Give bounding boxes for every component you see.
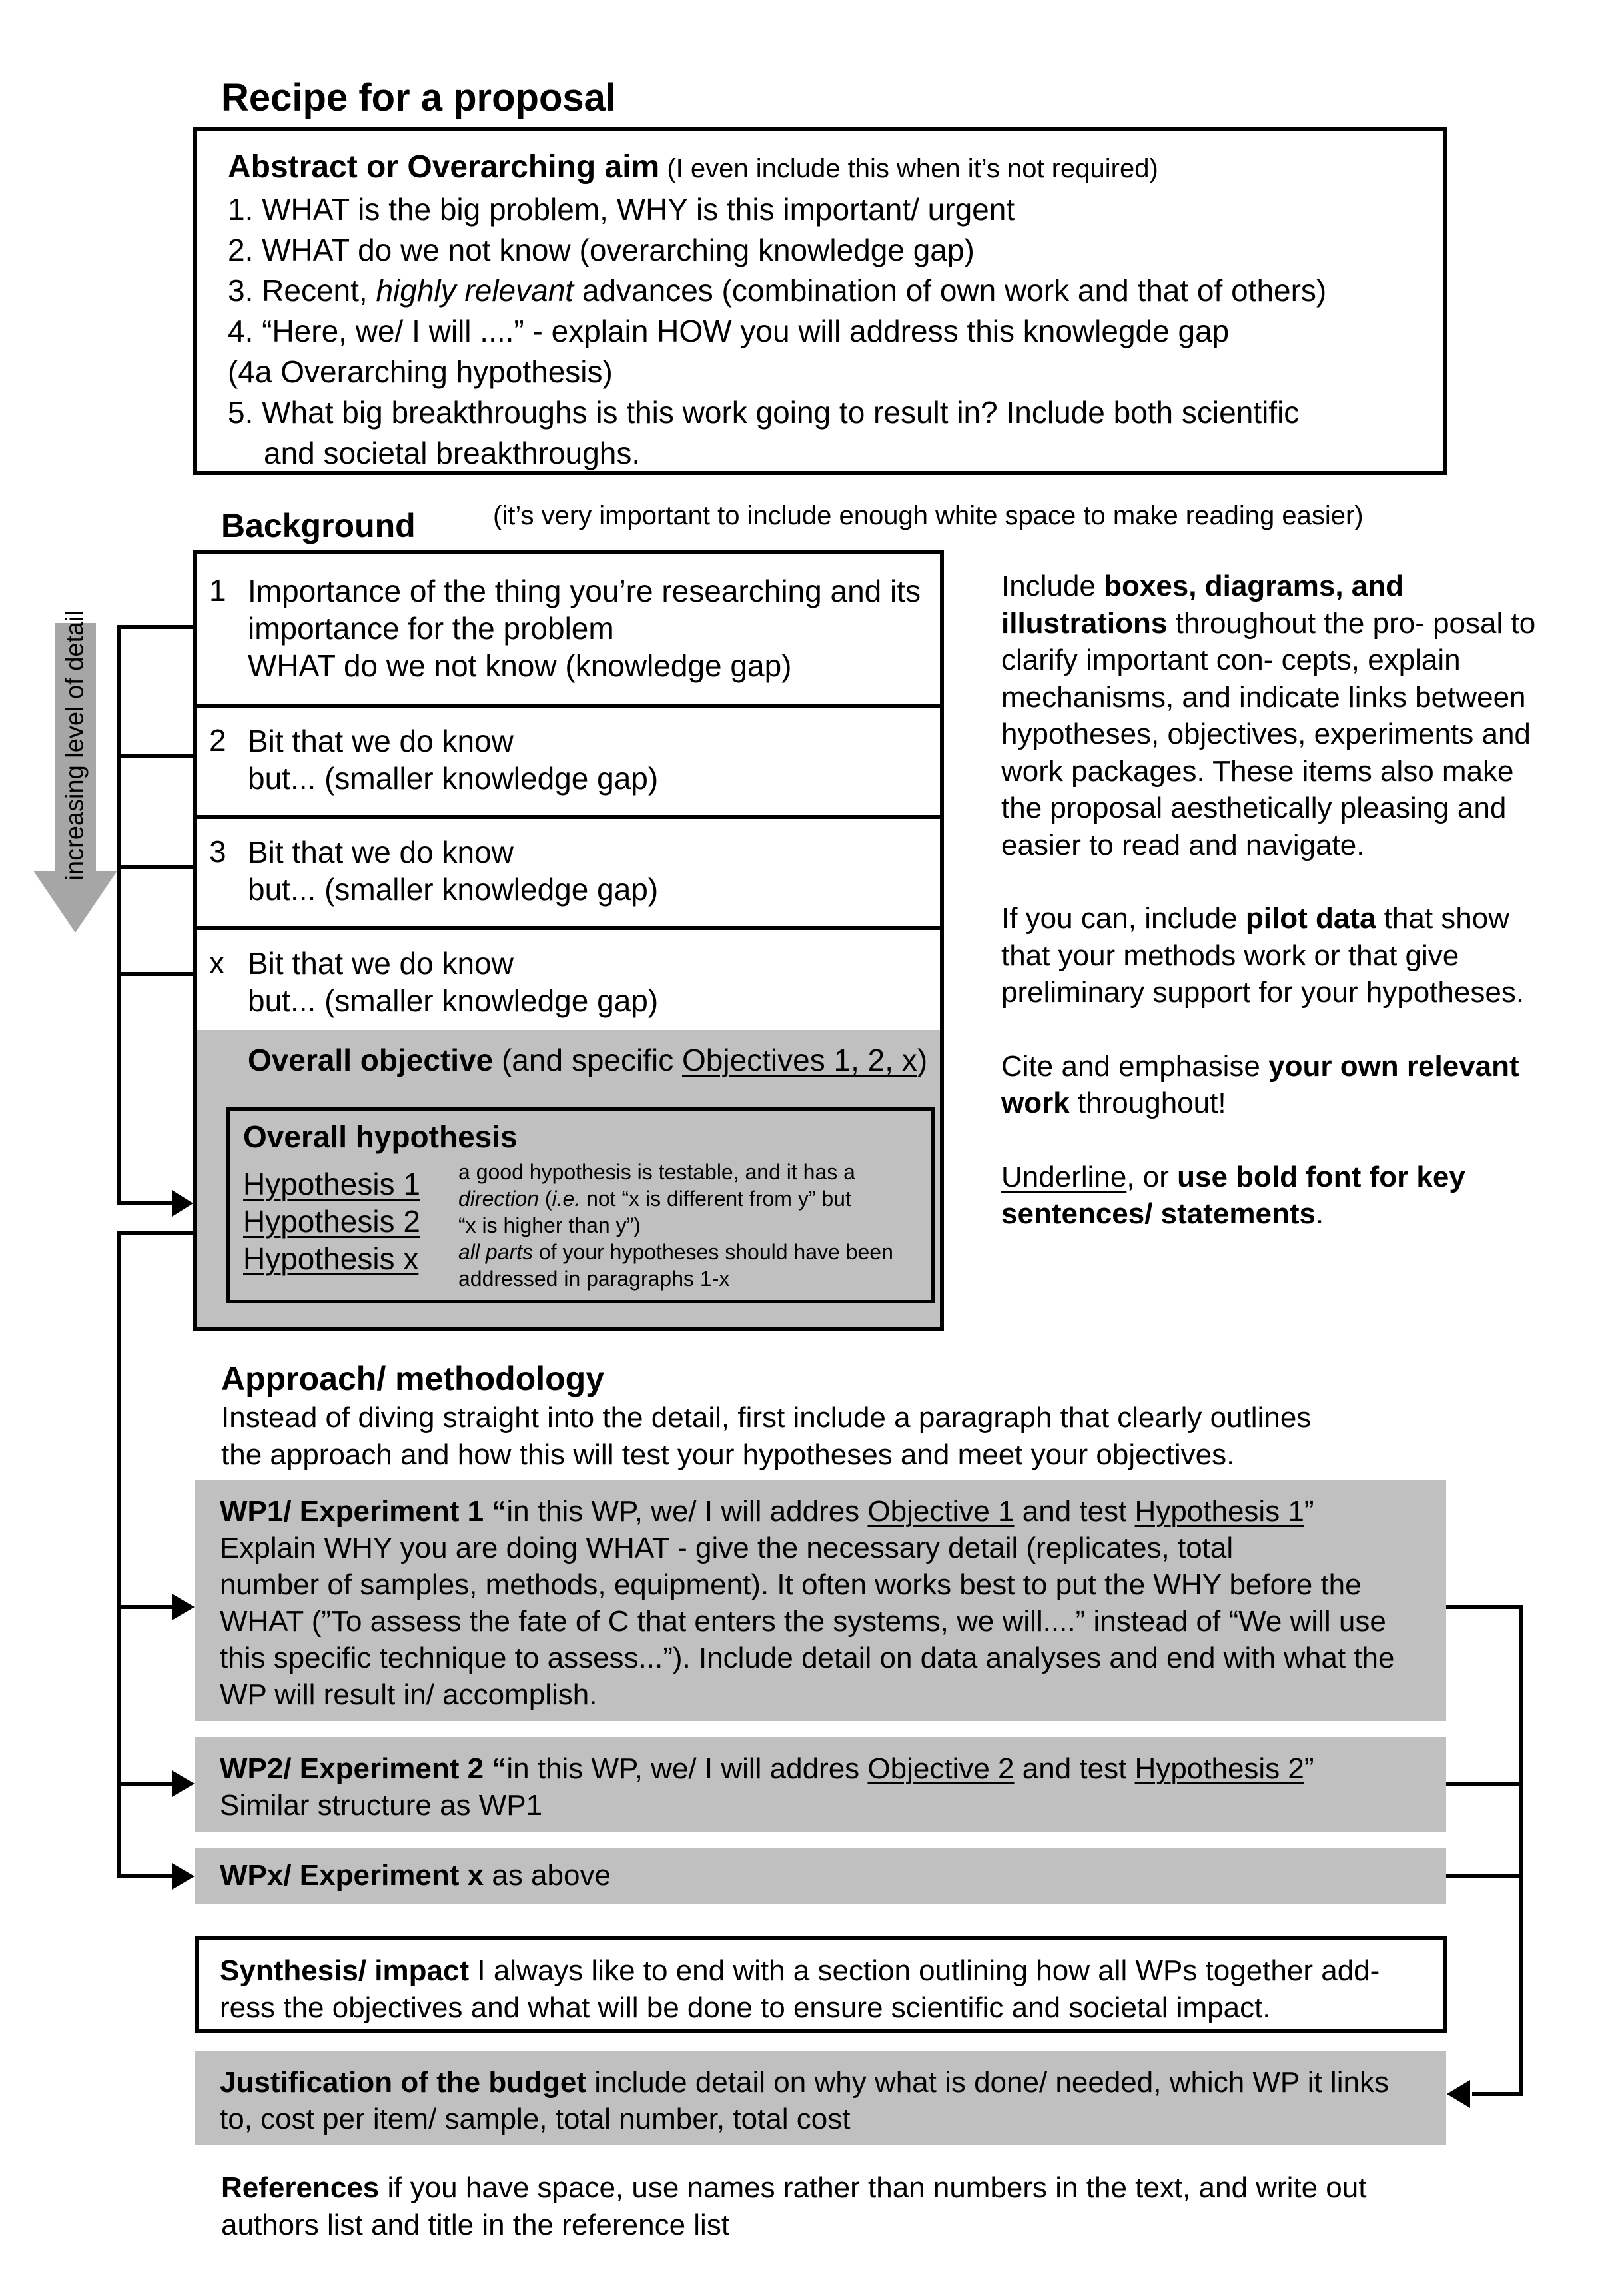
note-text: of your hypotheses should have been <box>533 1240 893 1264</box>
page-title: Recipe for a proposal <box>221 76 617 119</box>
note-text: Cite and emphasise <box>1001 1049 1269 1083</box>
references-bold: References <box>221 2171 380 2204</box>
budget-line: to, cost per item/ sample, total number, total cost <box>220 2103 851 2135</box>
abstract-note: (I even include this when it’s not required) <box>659 154 1158 183</box>
hypothesis-item: Hypothesis x <box>243 1241 419 1276</box>
wp-text: and test <box>1014 1495 1135 1528</box>
note-line: “x is higher than y”) <box>458 1213 641 1237</box>
note-line: a good hypothesis is testable, and it has a <box>458 1160 855 1184</box>
note-text: ( <box>538 1187 552 1211</box>
detail-arrow-label: increasing level of detail <box>61 610 89 881</box>
abstract-item-5-cont: and societal breakthroughs. <box>264 436 641 470</box>
wp-body-line: Explain WHY you are doing WHAT - give the necessary detail (replicates, total <box>220 1532 1234 1564</box>
row-line: Bit that we do know <box>248 724 514 758</box>
row-line: Bit that we do know <box>248 835 514 869</box>
hypothesis-title: Overall hypothesis <box>243 1119 518 1154</box>
objectives-link: Objectives 1, 2, x <box>681 1043 917 1077</box>
abstract-item-3-post: advances (combination of own work and that of others) <box>574 273 1327 308</box>
objective-post: ) <box>917 1043 928 1077</box>
row-line: importance for the problem <box>248 611 614 646</box>
arrow-right-icon <box>172 1770 195 1797</box>
wp-text: ” <box>1304 1495 1314 1528</box>
wp-text: ” <box>1304 1752 1314 1785</box>
wp-text: in this WP, we/ I will addres <box>506 1752 868 1785</box>
note-underline: Underline <box>1001 1160 1127 1193</box>
note-line: addressed in paragraphs 1-x <box>458 1267 730 1291</box>
note-italic: i.e. <box>552 1187 581 1211</box>
references-text: if you have space, use names rather than numbers in the text, and write out <box>379 2171 1367 2204</box>
abstract-heading: Abstract or Overarching aim <box>228 149 660 185</box>
abstract-item-3-pre: 3. Recent, <box>228 273 376 308</box>
row-number: 2 <box>209 723 226 758</box>
objective-pre: (and specific <box>493 1043 682 1077</box>
note-bold: boxes, diagrams, and illustrations <box>1001 570 1404 640</box>
wp-body-line: number of samples, methods, equipment). It often works best to put the WHY before the <box>220 1568 1362 1601</box>
abstract-item-4a: (4a Overarching hypothesis) <box>228 354 613 389</box>
row-number: x <box>209 945 224 980</box>
arrow-right-icon <box>172 1863 195 1890</box>
wp-bold: WP1/ Experiment 1 “ <box>220 1495 507 1528</box>
note-text: If you can, include <box>1001 902 1246 935</box>
wp-text: and test <box>1014 1752 1135 1785</box>
hypothesis-item: Hypothesis 2 <box>243 1204 420 1239</box>
budget-text: include detail on why what is done/ needed, which WP it links <box>586 2066 1389 2099</box>
note-bold: your own relevant work <box>1001 1049 1519 1119</box>
background-note: (it’s very important to include enough white space to make reading easier) <box>493 501 1364 530</box>
note-text: Include <box>1001 570 1104 602</box>
wp-text: as above <box>484 1859 611 1892</box>
abstract-item-5: 5. What big breakthroughs is this work going to result in? Include both scientific <box>228 395 1300 430</box>
wp-text: in this WP, we/ I will addres <box>506 1495 868 1528</box>
wp-bold: WPx/ Experiment x <box>220 1859 484 1892</box>
row-line: WHAT do we not know (knowledge gap) <box>248 648 792 683</box>
objective-bold: Overall objective <box>248 1043 494 1077</box>
note-italic: all parts <box>458 1240 534 1264</box>
note-italic: direction <box>458 1187 539 1211</box>
note-text: not “x is different from y” but <box>580 1187 851 1211</box>
wp-body-line: this specific technique to assess...”). Include detail on data analyses and end with what the <box>220 1642 1395 1674</box>
wp-body-line: WHAT (”To assess the fate of C that enters the systems, we will....” instead of “We will use <box>220 1605 1386 1638</box>
abstract-item-4: 4. “Here, we/ I will ....” - explain HOW you will address this knowlegde gap <box>228 314 1230 348</box>
hypothesis-item: Hypothesis 1 <box>243 1167 420 1201</box>
row-line: but... (smaller knowledge gap) <box>248 983 659 1018</box>
note-text: , or <box>1126 1160 1178 1193</box>
wp-body-line: Similar structure as WP1 <box>220 1789 543 1822</box>
wp-objective: Objective 1 <box>867 1495 1015 1528</box>
approach-heading: Approach/ methodology <box>221 1360 604 1397</box>
note-text: throughout! <box>1069 1087 1226 1119</box>
row-number: 3 <box>209 834 226 869</box>
row-line: Importance of the thing you’re researching and its <box>248 574 921 608</box>
note-text: that show that your methods work or that give preliminary support for your hypotheses. <box>1001 902 1525 1009</box>
references-line: authors list and title in the reference list <box>221 2209 730 2241</box>
wp-hypothesis: Hypothesis 2 <box>1134 1752 1304 1785</box>
wp-objective: Objective 2 <box>867 1752 1015 1785</box>
note-text: . <box>1316 1197 1324 1230</box>
row-line: Bit that we do know <box>248 946 514 981</box>
approach-line: Instead of diving straight into the detail, first include a paragraph that clearly outlines <box>221 1401 1312 1434</box>
abstract-item-1: 1. WHAT is the big problem, WHY is this important/ urgent <box>228 192 1015 227</box>
abstract-item-3-italic: highly relevant <box>376 273 574 308</box>
synthesis-line: ress the objectives and what will be done to ensure scientific and societal impact. <box>220 1991 1271 2024</box>
synthesis-bold: Synthesis/ impact <box>220 1954 470 1987</box>
arrow-right-icon <box>172 1594 195 1620</box>
budget-bold: Justification of the budget <box>220 2066 586 2099</box>
wp-hypothesis: Hypothesis 1 <box>1134 1495 1304 1528</box>
arrow-left-icon <box>1447 2080 1470 2108</box>
note-text: throughout the pro- posal to clarify important con- cepts, explain mechanisms, and indicate links between hypotheses, objectives, experiments and work packages. These items also make the proposal aesthetically pleasing and easier to read and navigate. <box>1001 606 1536 861</box>
abstract-item-2: 2. WHAT do we not know (overarching knowledge gap) <box>228 233 975 267</box>
note-bold: use bold font for key sentences/ statements <box>1001 1160 1465 1230</box>
wp-bold: WP2/ Experiment 2 “ <box>220 1752 507 1785</box>
row-number: 1 <box>209 573 226 608</box>
row-line: but... (smaller knowledge gap) <box>248 872 659 907</box>
wp-body-line: WP will result in/ accomplish. <box>220 1678 598 1711</box>
approach-line: the approach and how this will test your hypotheses and meet your objectives. <box>221 1438 1235 1471</box>
row-line: but... (smaller knowledge gap) <box>248 761 659 796</box>
synthesis-text: I always like to end with a section outlining how all WPs together add- <box>469 1954 1380 1987</box>
background-heading: Background <box>221 507 416 544</box>
note-bold: pilot data <box>1245 902 1376 935</box>
arrow-right-icon <box>172 1190 193 1217</box>
